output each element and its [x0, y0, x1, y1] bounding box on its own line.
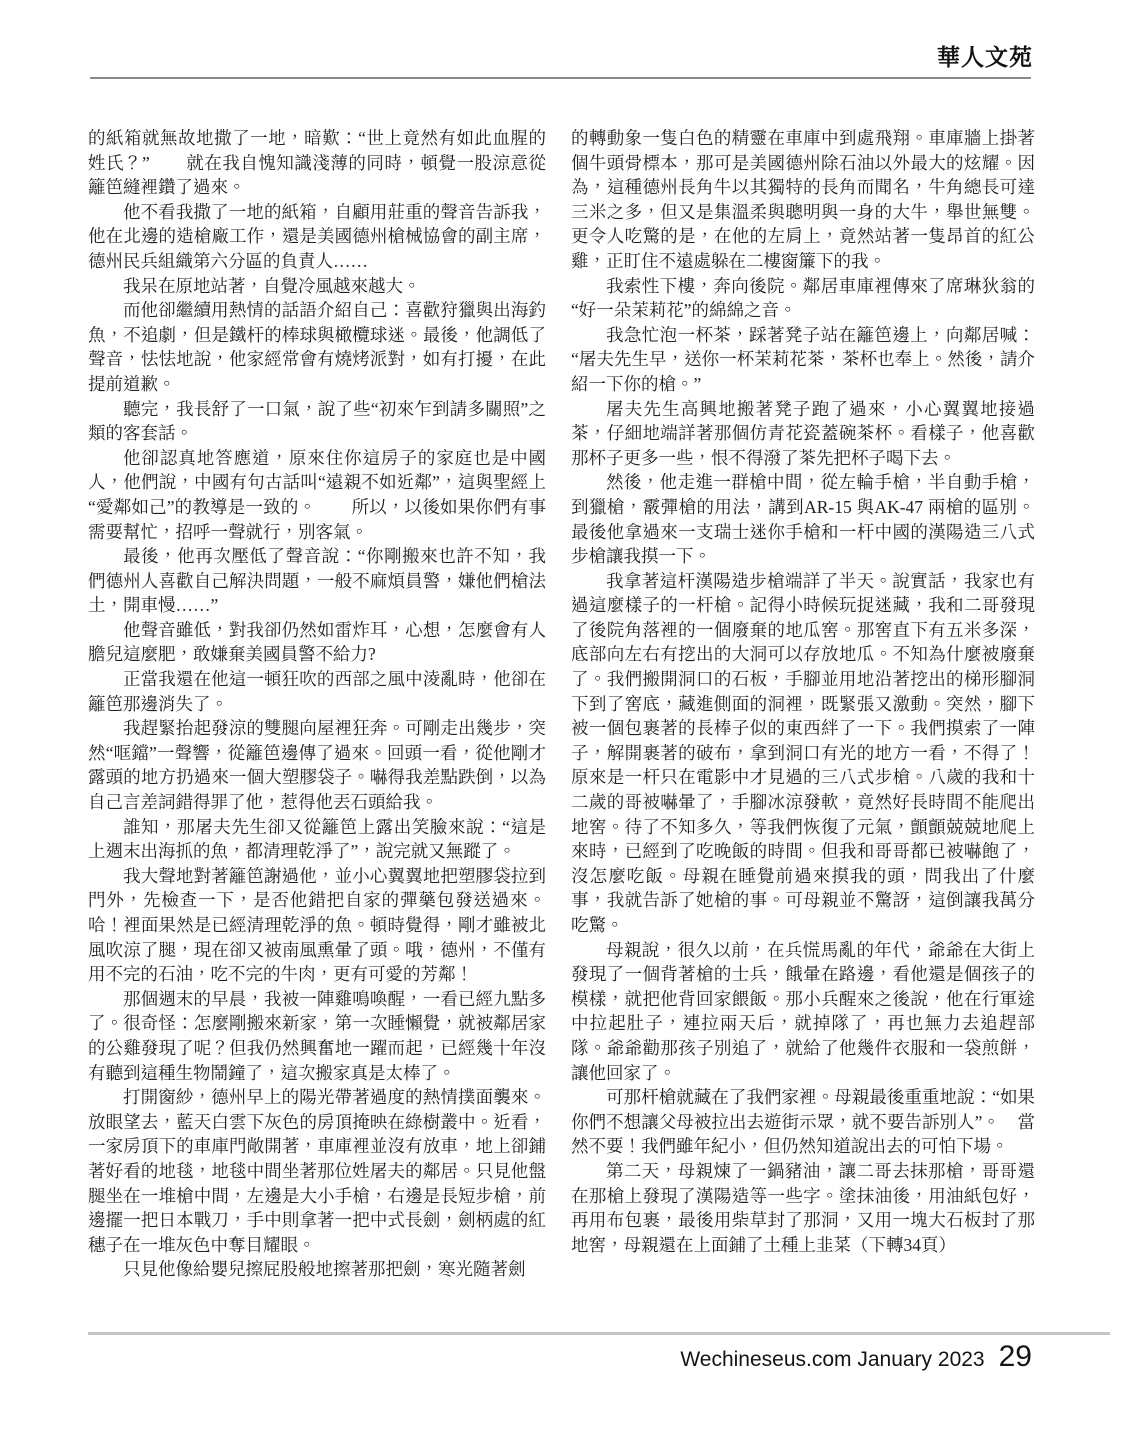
paragraph: 我索性下樓，奔向後院。鄰居車庫裡傳來了席琳狄翁的“好一朵茉莉花”的綿綿之音。: [571, 275, 1035, 321]
paragraph: 正當我還在他這一頓狂吹的西部之風中淩亂時，他卻在籬笆那邊消失了。: [88, 669, 546, 714]
paragraph: 我呆在原地站著，自覺冷風越來越大。: [123, 275, 421, 296]
paragraph: 的轉動象一隻白色的精靈在車庫中到處飛翔。車庫牆上掛著個牛頭骨標本，那可是美國德州除石油以外最大的炫耀。因為，這種德州長角牛以其獨特的長角而聞名，牛角總長可達三米之多，但又是集溫柔與聰明與一身的大牛，舉世無雙。更令人吃驚的是，在他的左肩上，竟然站著一隻昂首的紅公雞，正盯住不遠處躲在二樓窗簾下的我。: [571, 128, 1035, 271]
paragraph: 他聲音雖低，對我卻仍然如雷炸耳，心想，怎麼會有人膽兒這麼肥，敢嫌棄美國員警不給力?: [88, 619, 546, 665]
paragraph: 而他卻繼續用熱情的話語介紹自己：喜歡狩獵與出海釣魚，不追劇，但是鐵杆的棒球與橄欖球迷。最後，他調低了聲音，怯怯地說，他家經常會有燒烤派對，如有打擾，在此提前道歉。: [88, 300, 546, 394]
header-rule: [90, 77, 1031, 79]
paragraph: 可那杆槍就藏在了我們家裡。母親最後重重地說：“如果你們不想讓父母被拉出去遊街示眾，就不要告訴別人”。 當然不要！我們雖年紀小，但仍然知道說出去的可怕下場。: [571, 1087, 1035, 1157]
paragraph: 他卻認真地答應道，原來住你這房子的家庭也是中國人，他們說，中國有句古話叫“遠親不如近鄰”，這與聖經上“愛鄰如己”的教導是一致的。 所以，以後如果你們有事需要幫忙，招呼一聲就行，別客氣。: [88, 447, 546, 542]
paragraph: 聽完，我長舒了一口氣，說了些“初來乍到請多關照”之類的客套話。: [88, 398, 546, 444]
section-title: 華人文苑: [937, 45, 1033, 70]
article-column-left: [88, 126, 546, 1282]
page-footer: [680, 1340, 1032, 1374]
paragraph: 他不看我撒了一地的紙箱，自顧用莊重的聲音告訴我，他在北邊的造槍廠工作，還是美國德州槍械協會的副主席，德州民兵組織第六分區的負責人……: [88, 201, 546, 271]
paragraph: 屠夫先生高興地搬著凳子跑了過來，小心翼翼地接過茶，仔細地端詳著那個仿青花瓷蓋碗茶杯。看樣子，他喜歡那杯子更多一些，恨不得潑了茶先把杯子喝下去。: [571, 398, 1035, 468]
paragraph: 第二天，母親煉了一鍋豬油，讓二哥去抹那槍，哥哥還在那槍上發現了漢陽造等一些字。塗抹油後，用油紙包好，再用布包裹，最後用柴草封了那洞，又用一塊大石板封了那地窖，母親還在上面鋪了土種上韭菜（下轉34頁）: [571, 1160, 1035, 1255]
paragraph: 我大聲地對著籬笆謝過他，並小心翼翼地把塑膠袋拉到門外，先檢查一下，是否他錯把自家的彈藥包發送過來。哈！裡面果然是已經清理乾淨的魚。頓時覺得，剛才雖被北風吹涼了腿，現在卻又被南風熏暈了頭。哦，德州，不僅有用不完的石油，吃不完的牛肉，更有可愛的芳鄰！: [88, 865, 546, 985]
paragraph: 我急忙泡一杯茶，踩著凳子站在籬笆邊上，向鄰居喊：“屠夫先生早，送你一杯茉莉花茶，茶杯也奉上。然後，請介紹一下你的槍。”: [571, 324, 1035, 394]
paragraph: 的紙箱就無故地撒了一地，暗歎：“世上竟然有如此血腥的姓氏？” 就在我自愧知識淺薄的同時，頓覺一股涼意從籬笆縫裡鑽了過來。: [88, 128, 546, 198]
paragraph: 那個週末的早晨，我被一陣雞鳴喚醒，一看已經九點多了。很奇怪：怎麼剛搬來新家，第一次睡懶覺，就被鄰居家的公雞發現了呢？但我仍然興奮地一躍而起，已經幾十年沒有聽到這種生物鬧鐘了，這次搬家真是太棒了。: [88, 988, 546, 1083]
article-column-right: [571, 126, 1035, 1282]
paragraph: 打開窗紗，德州早上的陽光帶著過度的熱情撲面襲來。放眼望去，藍天白雲下灰色的房頂掩映在綠樹叢中。近看，一家房頂下的車庫門敞開著，車庫裡並沒有放車，地上卻鋪著好看的地毯，地毯中間坐著那位姓屠夫的鄰居。只見他盤腿坐在一堆槍中間，左邊是大小手槍，右邊是長短步槍，前邊擺一把日本戰刀，手中則拿著一把中式長劍，劍柄處的紅穗子在一堆灰色中奪目耀眼。: [88, 1087, 546, 1255]
paragraph: 然後，他走進一群槍中間，從左輪手槍，半自動手槍，到獵槍，霰彈槍的用法，講到AR-15 與AK-47 兩槍的區別。最後他拿過來一支瑞士迷你手槍和一杆中國的漢陽造三八式步槍讓我摸一下。: [571, 472, 1035, 567]
paragraph: 我拿著這杆漢陽造步槍端詳了半天。說實話，我家也有過這麼樣子的一杆槍。記得小時候玩捉迷藏，我和二哥發現了後院角落裡的一個廢棄的地瓜窖。那窖直下有五米多深，底部向左右有挖出的大洞可以存放地瓜。不知為什麼被廢棄了。我們搬開洞口的石板，手腳並用地沿著挖出的梯形腳洞下到了窖底，藏進側面的洞裡，既緊張又激動。突然，腳下被一個包裹著的長棒子似的東西絆了一下。我們摸索了一陣子，解開裹著的破布，拿到洞口有光的地方一看，不得了！原來是一杆只在電影中才見過的三八式步槍。八歲的我和十二歲的哥被嚇暈了，手腳冰涼發軟，竟然好長時間不能爬出地窖。待了不知多久，等我們恢復了元氣，顫顫兢兢地爬上來時，已經到了吃晚飯的時間。但我和哥哥都已被嚇飽了，沒怎麼吃飯。母親在睡覺前過來摸我的頭，問我出了什麼事，我就告訴了她槍的事。可母親並不驚訝，這倒讓我萬分吃驚。: [571, 570, 1035, 935]
article-body: [88, 126, 1035, 1282]
paragraph: 只見他像給嬰兒擦屁股般地擦著那把劍，寒光隨著劍: [123, 1259, 526, 1280]
footer-publication: Wechineseus.com January 2023: [680, 1348, 985, 1371]
paragraph: 我趕緊抬起發涼的雙腿向屋裡狂奔。可剛走出幾步，突然“哐鐺”一聲響，從籬笆邊傳了過來。回頭一看，從他剛才露頭的地方扔過來一個大塑膠袋子。嚇得我差點跌倒，以為自己言差詞錯得罪了他，惹得他丟石頭給我。: [88, 718, 546, 813]
paragraph: 母親說，很久以前，在兵慌馬亂的年代，爺爺在大街上發現了一個背著槍的士兵，餓暈在路邊，看他還是個孩子的模樣，就把他背回家餵飯。那小兵醒來之後說，他在行軍途中拉起肚子，連拉兩天后，就掉隊了，再也無力去追趕部隊。爺爺勸那孩子別追了，就給了他幾件衣服和一袋煎餅，讓他回家了。: [571, 939, 1035, 1083]
paragraph: 誰知，那屠夫先生卻又從籬笆上露出笑臉來說：“這是上週末出海抓的魚，都清理乾淨了”，說完就又無蹤了。: [88, 816, 546, 862]
footer-rule: [88, 1332, 1110, 1335]
page-number: 29: [998, 1340, 1032, 1373]
paragraph: 最後，他再次壓低了聲音說：“你剛搬來也許不知，我們德州人喜歡自己解決問題，一般不麻煩員警，嫌他們槍法土，開車慢……”: [88, 546, 546, 616]
